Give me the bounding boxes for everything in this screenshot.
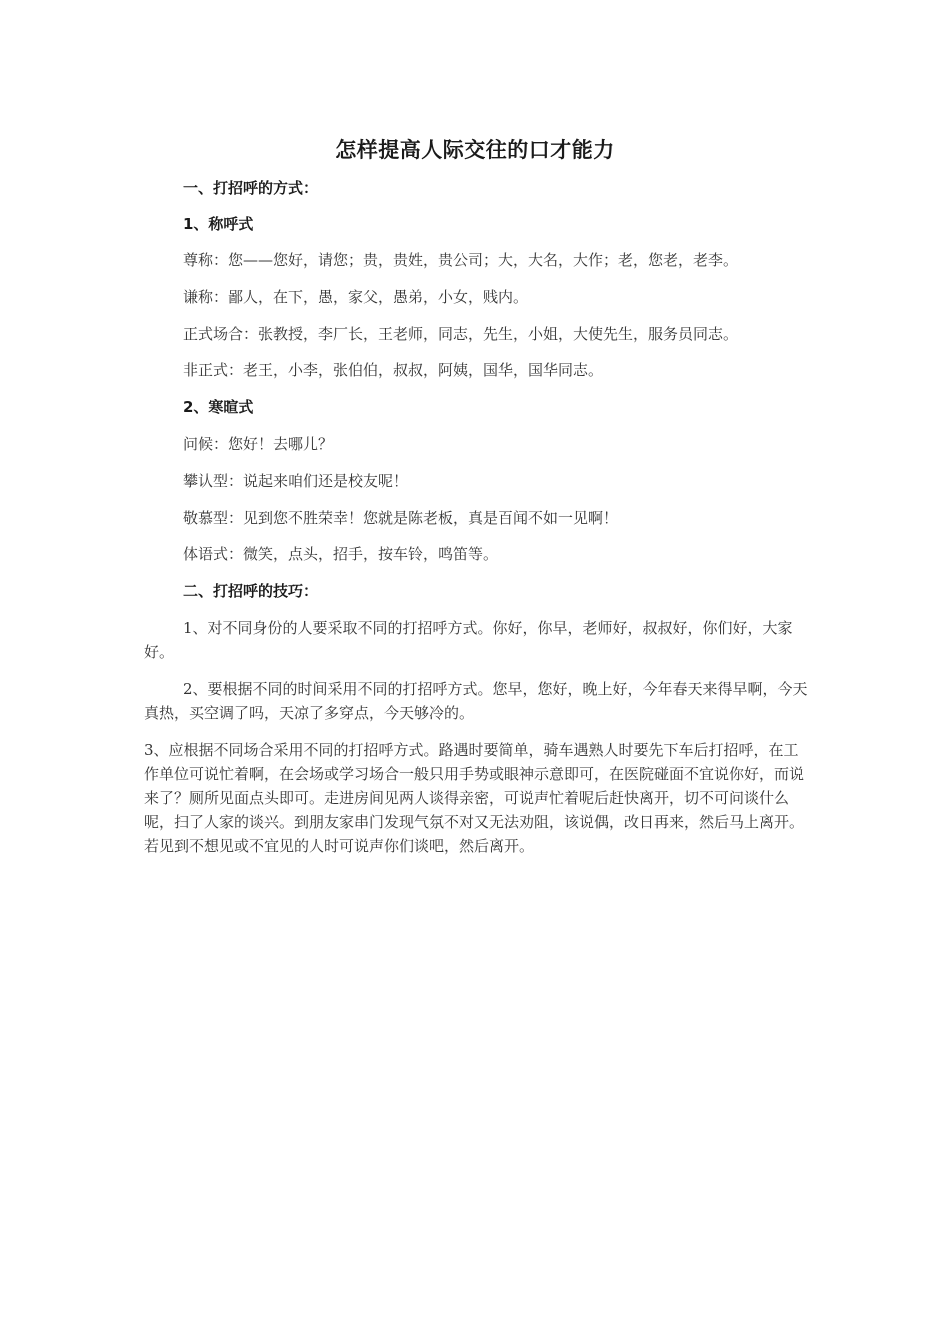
text-line-informal: 非正式：老王，小李，张伯伯，叔叔，阿姨，国华，国华同志。 [183,361,604,379]
text-line-greetings: 问候：您好！去哪儿？ [183,435,334,453]
subheading-small-talk: 2、寒暄式 [183,398,254,416]
text-line-humble-forms: 谦称：鄙人，在下，愚，家父，愚弟，小女，贱内。 [183,288,529,306]
paragraph-occasion: 3、应根据不同场合采用不同的打招呼方式。路遇时要简单，骑车遇熟人时要先下车后打招呼，在工作单位可说忙着啊，在会场或学习场合一般只用手势或眼神示意即可，在医院碰面不宜说你好，而说来了？厕所见面点头即可。走进房间见两人谈得亲密，可说声忙着呢后赶快离开，切不可问谈什么呢，扫了人家的谈兴。到朋友家串门发现气氛不对又无法劝阻，该说偶，改日再来，然后马上离开。若见到不想见或不宜见的人时可说声你们谈吧，然后离开。 [144,741,805,855]
paragraph-time: 2、要根据不同的时间采用不同的打招呼方式。您早，您好，晚上好，今年春天来得早啊，今天真热，买空调了吗，天凉了多穿点，今天够冷的。 [144,680,808,722]
text-line-admiration-type: 敬慕型：见到您不胜荣幸！您就是陈老板，真是百闻不如一见啊！ [183,509,619,527]
text-line-connection-type: 攀认型：说起来咱们还是校友呢！ [183,472,409,490]
text-line-honorifics: 尊称：您——您好，请您；贵，贵姓，贵公司；大，大名，大作；老，您老，老李。 [183,251,739,269]
text-line-formal-occasions: 正式场合：张教授，李厂长，王老师，同志，先生，小姐，大使先生，服务员同志。 [183,325,739,343]
section-heading-greeting-methods: 一、打招呼的方式： [183,179,319,197]
text-line-body-language: 体语式：微笑，点头，招手，按车铃，鸣笛等。 [183,545,499,563]
section-heading-greeting-skills: 二、打招呼的技巧： [183,582,319,600]
document-title: 怎样提高人际交往的口才能力 [335,138,615,162]
paragraph-identity: 1、对不同身份的人要采取不同的打招呼方式。你好，你早，老师好，叔叔好，你们好，大家好。 [144,619,793,661]
subheading-address-forms: 1、称呼式 [183,215,254,233]
